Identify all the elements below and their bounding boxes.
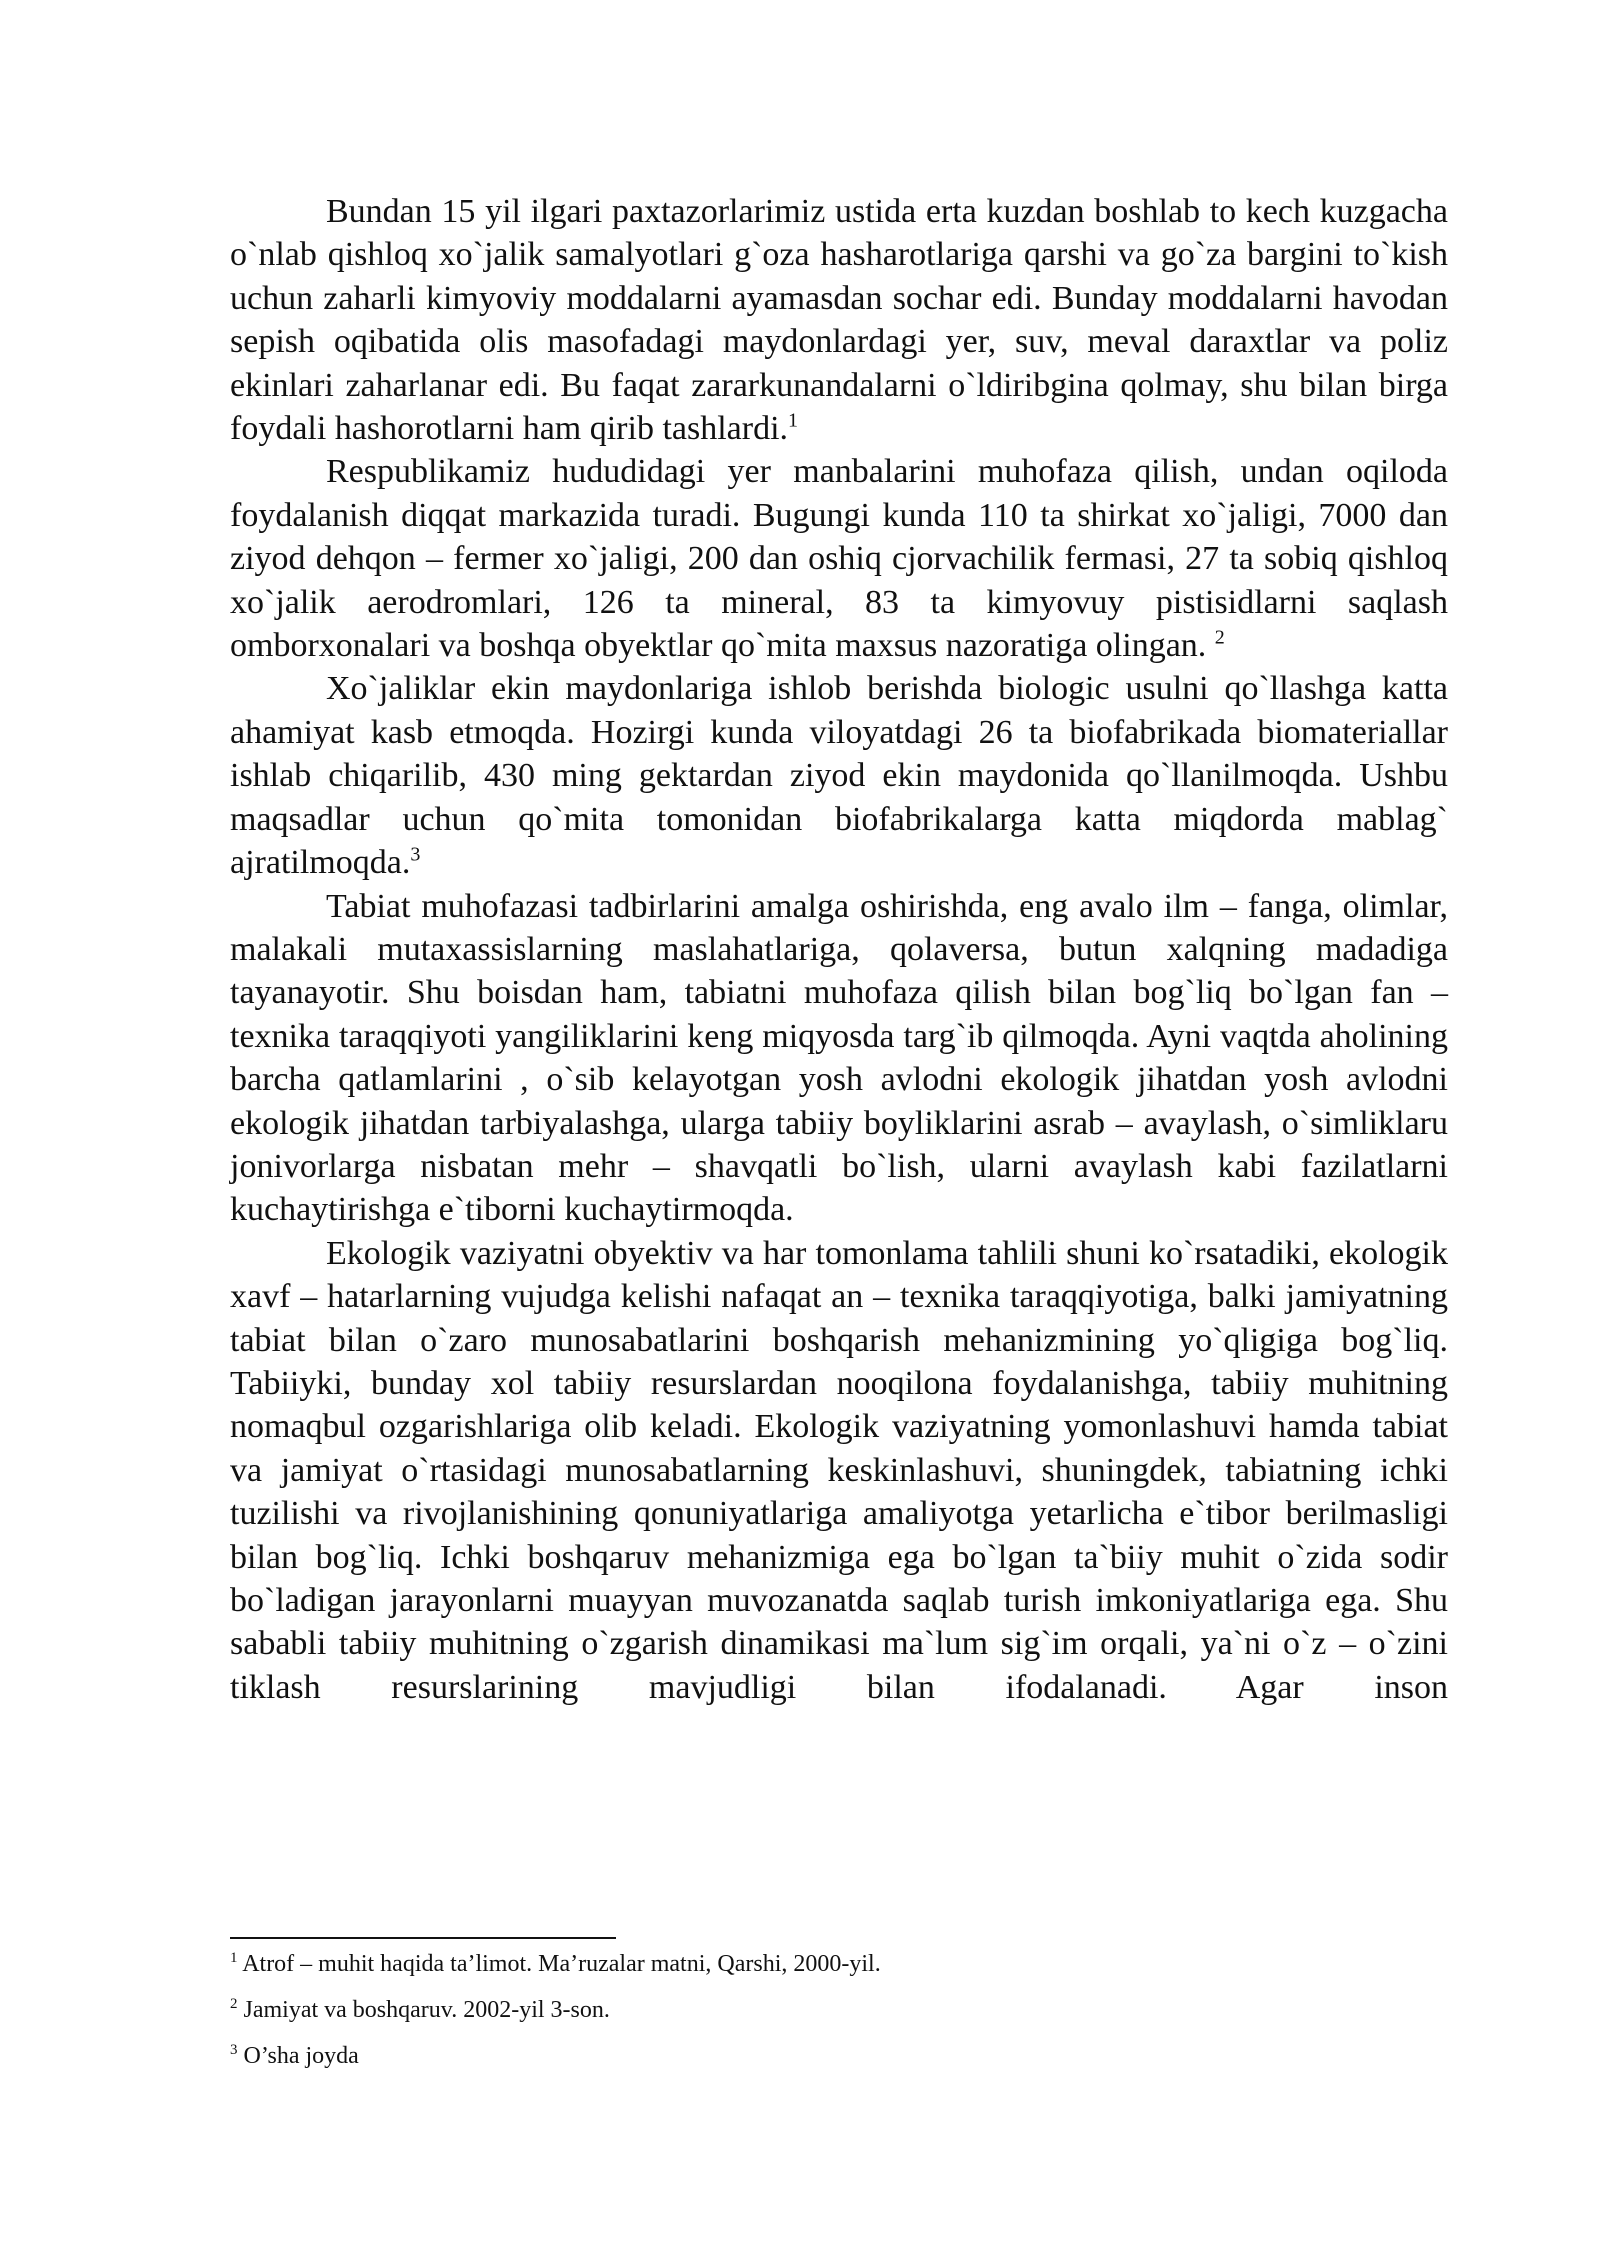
footnote-ref-1: 1 xyxy=(788,409,799,432)
footnote-ref-3: 3 xyxy=(410,843,421,866)
paragraph-4-text: Tabiat muhofazasi tadbirlarini amalga oshirishda, eng avalo ilm – fanga, olimlar, malakali mutaxassislarning maslahatlariga, qolaversa, butun xalqning madadiga tayanayotir. Shu boisdan ham, tabiatni muhofaza qilish bilan bog`liq bo`lgan fan – texnika taraqqiyoti yangiliklarini keng miqyosda targ`ib qilmoqda. Ayni vaqtda aholining barcha qatlamlarini , o`sib kelayotgan yosh avlodni ekologik jihatdan yosh avlodni ekologik jihatdan tarbiyalashga, ularga tabiiy boyliklarini asrab – avaylash, o`simliklaru jonivorlarga nisbatan mehr – shavqatli bo`lish, ularni avaylash kabi fazilatlarni kuchaytirishga e`tiborni kuchaytirmoqda. xyxy=(230,887,1448,1229)
main-text xyxy=(230,190,1448,1709)
footnote-3 xyxy=(230,2042,1448,2070)
paragraph-4 xyxy=(230,885,1448,1232)
paragraph-5-text: Ekologik vaziyatni obyektiv va har tomonlama tahlili shuni ko`rsatadiki, ekologik xavf – hatarlarning vujudga kelishi nafaqat an – texnika taraqqiyotiga, balki jamiyatning tabiat bilan o`zaro munosabatlarini boshqarish mehanizmining yo`qligiga bog`liq. Tabiiyki, bunday xol tabiiy resurslardan nooqilona foydalanishga, tabiiy muhitning nomaqbul ozgarishlariga olib keladi. Ekologik vaziyatning yomonlashuvi hamda tabiat va jamiyat o`rtasidagi munosabatlarning keskinlashuvi, shuningdek, tabiatning ichki tuzilishi va rivojlanishining qonuniyatlariga amaliyotga yetarlicha e`tibor berilmasligi bilan bog`liq. Ichki boshqaruv mehanizmiga ega bo`lgan ta`biiy muhit o`zida sodir bo`ladigan jarayonlarni muayyan muvozanatda saqlab turish imkoniyatlariga ega. Shu sababli tabiiy muhitning o`zgarish dinamikasi ma`lum sig`im orqali, ya`ni o`z – o`zini tiklash resurslarining mavjudligi bilan ifodalanadi. Agar inson xyxy=(230,1234,1448,1706)
footnote-2-number: 2 xyxy=(230,1996,238,2012)
footnote-3-number: 3 xyxy=(230,2042,238,2058)
footnote-ref-2: 2 xyxy=(1214,626,1225,649)
footnotes xyxy=(230,1950,1448,2088)
paragraph-1-text: Bundan 15 yil ilgari paxtazorlarimiz ustida erta kuzdan boshlab to kech kuzgacha o`nlab qishloq xo`jalik samalyotlari g`oza hasharotlariga qarshi va go`za bargini to`kish uchun zaharli kimyoviy moddalarni ayamasdan sochar edi. Bunday moddalarni havodan sepish oqibatida olis masofadagi maydonlardagi yer, suv, meval daraxtlar va poliz ekinlari zaharlanar edi. Bu faqat zararkunandalarni o`ldiribgina qolmay, shu bilan birga foydali hashorotlarni ham qirib tashlardi. xyxy=(230,193,1448,448)
footnote-1-text: Atrof – muhit haqida ta’limot. Ma’ruzalar matni, Qarshi, 2000-yil. xyxy=(242,1951,881,1977)
paragraph-3-text: Xo`jaliklar ekin maydonlariga ishlob berishda biologic usulni qo`llashga katta ahamiyat kasb etmoqda. Hozirgi kunda viloyatdagi 26 ta biofabrikada biomateriallar ishlab chiqarilib, 430 ming gektardan ziyod ekin maydonida qo`llanilmoqda. Ushbu maqsadlar uchun qo`mita tomonidan biofabrikalarga katta miqdorda mablag` ajratilmoqda. xyxy=(230,670,1448,882)
footnote-divider xyxy=(230,1937,616,1939)
paragraph-5 xyxy=(230,1232,1448,1709)
footnote-1-number: 1 xyxy=(230,1950,238,1966)
footnote-2 xyxy=(230,1996,1448,2024)
paragraph-1 xyxy=(230,190,1448,450)
footnote-3-text: O’sha joyda xyxy=(243,2043,359,2069)
footnote-2-text: Jamiyat va boshqaruv. 2002-yil 3-son. xyxy=(243,1997,610,2023)
paragraph-2-text: Respublikamiz hududidagi yer manbalarini muhofaza qilish, undan oqiloda foydalanish diqqat markazida turadi. Bugungi kunda 110 ta shirkat xo`jaligi, 7000 dan ziyod dehqon – fermer xo`jaligi, 200 dan oshiq cjorvachilik fermasi, 27 ta sobiq qishloq xo`jalik aerodromlari, 126 ta mineral, 83 ta kimyovuy pistisidlarni saqlash omborxonalari va boshqa obyektlar qo`mita maxsus nazoratiga olingan. xyxy=(230,453,1448,665)
paragraph-3 xyxy=(230,667,1448,884)
footnote-1 xyxy=(230,1950,1448,1978)
paragraph-2 xyxy=(230,450,1448,667)
